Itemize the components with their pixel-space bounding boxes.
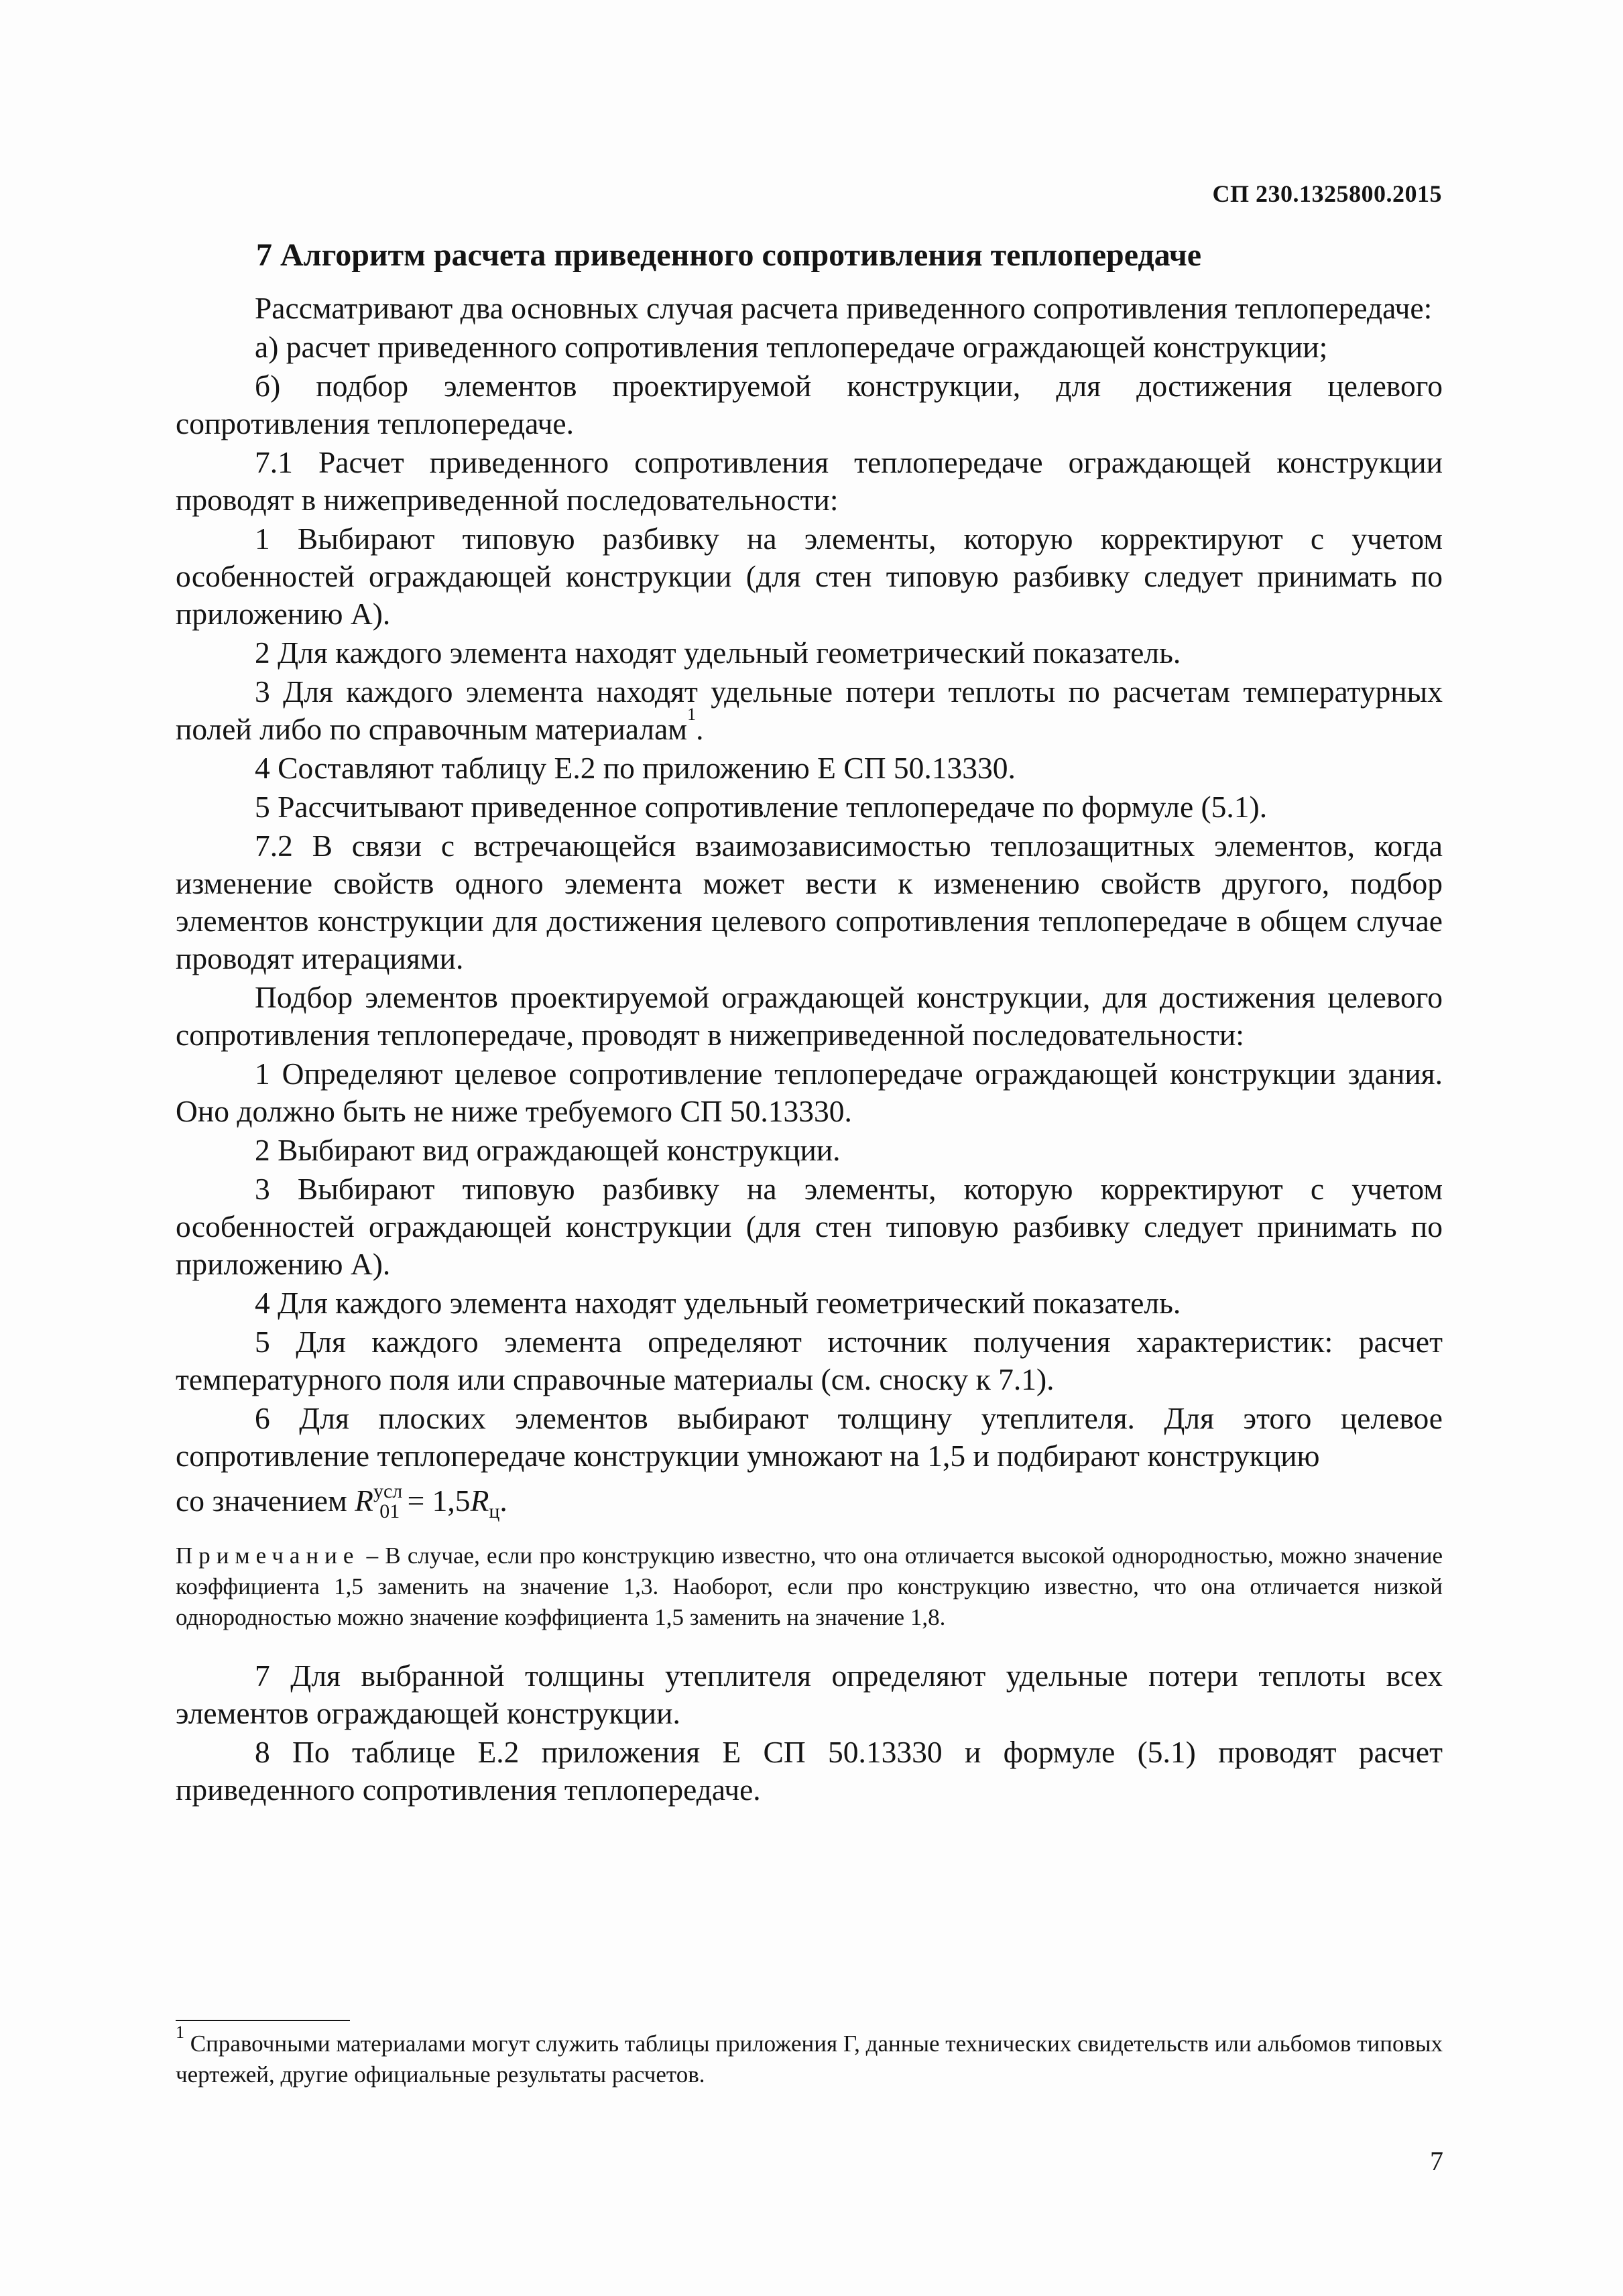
selection-step-2: 2 Выбирают вид ограждающей конструкции. [255,1132,841,1167]
step-2: 2 Для каждого элемента находят удельный геометрический показатель. [255,635,1181,670]
step-3 [176,673,1443,748]
selection-step-7: 7 Для выбранной толщины утеплителя определяют удельные потери теплоты всех элементов ограждающей конструкции. [176,1658,1443,1730]
clause-7-2: 7.2 В связи с встречающейся взаимозависимостью теплозащитных элементов, когда изменение свойств одного элемента может вести к изменению свойств другого, подбор элементов конструкции для достижения целевого сопротивления теплопередаче в общем случае проводят итерациями. [176,828,1443,975]
formula-end: . [499,1483,507,1518]
step-1: 1 Выбирают типовую разбивку на элементы, которую корректируют с учетом особенностей ограждающей конструкции (для стен типовую разбивку следует принимать по приложению А). [176,521,1443,631]
formula-superscript: усл [373,1479,403,1502]
step-5: 5 Рассчитывают приведенное сопротивление теплопередаче по формуле (5.1). [255,789,1268,824]
selection-step-4: 4 Для каждого элемента находят удельный геометрический показатель. [255,1285,1181,1320]
footnote-reference: 1 [687,704,697,724]
formula-line [176,1477,1443,1528]
formula-subscript: 01 [379,1500,400,1522]
formula-symbol-r2: R [470,1483,489,1518]
step-3-end: . [696,711,704,746]
paragraph: Подбор элементов проектируемой ограждающей конструкции, для достижения целевого сопротивления теплопередаче, проводят в нижеприведенной последовательности: [176,979,1443,1052]
step-3-text: 3 Для каждого элемента находят удельные потери теплоты по расчетам температурных полей либо по справочным материалам [176,674,1443,746]
note [176,1540,1443,1633]
document-code: СП 230.1325800.2015 [1212,180,1442,207]
selection-step-8: 8 По таблице Е.2 приложения Е СП 50.13330 и формуле (5.1) проводят расчет приведенного сопротивления теплопередаче. [176,1734,1443,1807]
section-heading: 7 Алгоритм расчета приведенного сопротивления теплопередаче [256,237,1202,273]
formula-prefix: со значением [176,1483,355,1518]
formula-subscript-2: ц [489,1500,500,1522]
formula-symbol-r: R [355,1483,373,1518]
selection-step-3: 3 Выбирают типовую разбивку на элементы, которую корректируют с учетом особенностей ограждающей конструкции (для стен типовую разбивку следует принимать по приложению А). [176,1171,1443,1281]
note-text: – В случае, если про конструкцию известно, что она отличается высокой однородностью, можно значение коэффициента 1,5 заменить на значение 1,3. Наоборот, если про конструкцию известно, что она отличается низкой однородностью можно значение коэффициента 1,5 заменить на значение 1,8. [176,1542,1443,1630]
selection-step-6: 6 Для плоских элементов выбирают толщину утеплителя. Для этого целевое сопротивление теплопередаче конструкции умножают на 1,5 и подбирают конструкцию [176,1400,1443,1473]
footnote-divider [176,2020,350,2021]
selection-step-1: 1 Определяют целевое сопротивление теплопередаче ограждающей конструкции здания. Оно должно быть не ниже требуемого СП 50.13330. [176,1056,1443,1128]
footnote-mark: 1 [176,2022,184,2042]
list-item-a: а) расчет приведенного сопротивления теплопередаче ограждающей конструкции; [255,329,1328,364]
paragraph: Рассматривают два основных случая расчета приведенного сопротивления теплопередаче: [255,290,1433,325]
selection-step-5: 5 Для каждого элемента определяют источник получения характеристик: расчет температурного поля или справочные материалы (см. сноску к 7.1). [176,1324,1443,1396]
clause-7-1: 7.1 Расчет приведенного сопротивления теплопередаче ограждающей конструкции проводят в нижеприведенной последовательности: [176,444,1443,517]
page-number: 7 [1430,2146,1443,2176]
formula [355,1479,500,1522]
footnote-text: Справочными материалами могут служить таблицы приложения Г, данные технических свидетельств или альбомов типовых чертежей, другие официальные результаты расчетов. [176,2031,1443,2088]
list-item-b: б) подбор элементов проектируемой конструкции, для достижения целевого сопротивления теплопередаче. [176,368,1443,440]
step-4: 4 Составляют таблицу Е.2 по приложению Е СП 50.13330. [255,750,1016,785]
formula-equals: = 1,5 [400,1483,471,1518]
note-label: Примечание [176,1542,360,1569]
footnote [176,2022,1443,2090]
section-content [176,236,1443,1810]
